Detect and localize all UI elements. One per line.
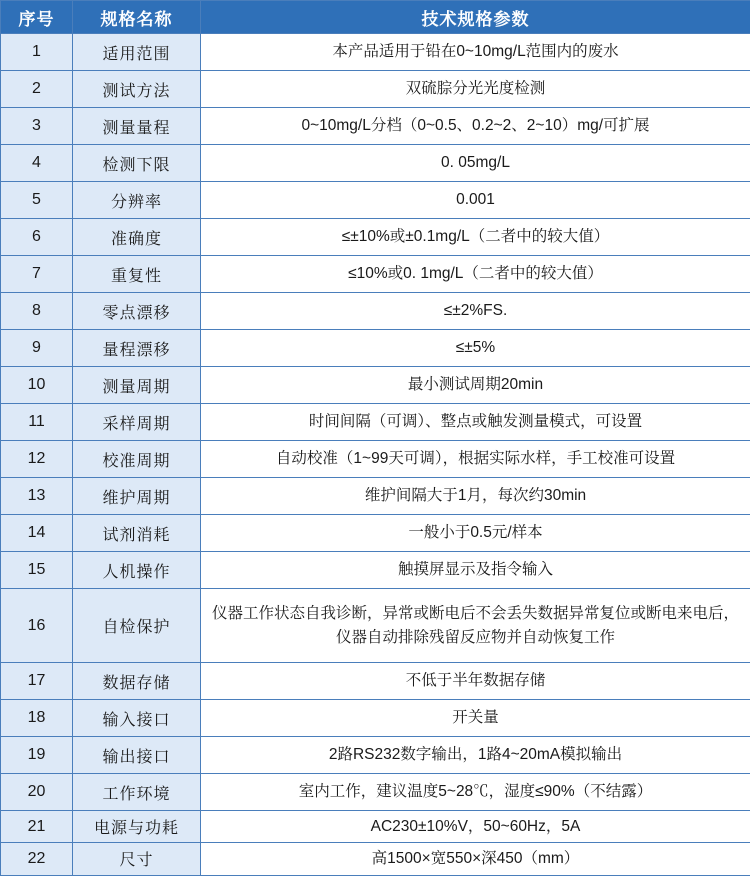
cell-spec-param: 仪器工作状态自我诊断，异常或断电后不会丢失数据异常复位或断电来电后，仪器自动排除残留反应物并自动恢复工作 xyxy=(201,589,750,663)
table-row xyxy=(1,34,750,71)
cell-row-number: 15 xyxy=(1,552,73,589)
table-row xyxy=(1,330,750,367)
cell-spec-name: 重复性 xyxy=(73,256,201,293)
cell-spec-param: 2路RS232数字输出，1路4~20mA模拟输出 xyxy=(201,737,750,774)
cell-spec-name: 人机操作 xyxy=(73,552,201,589)
table-row xyxy=(1,182,750,219)
table-row xyxy=(1,700,750,737)
cell-spec-param: 自动校准（1~99天可调），根据实际水样，手工校准可设置 xyxy=(201,441,750,478)
cell-spec-param: 不低于半年数据存储 xyxy=(201,663,750,700)
column-header-param: 技术规格参数 xyxy=(201,1,750,34)
cell-spec-param: 最小测试周期20min xyxy=(201,367,750,404)
cell-spec-param: ≤10%或0. 1mg/L（二者中的较大值） xyxy=(201,256,750,293)
cell-spec-name: 数据存储 xyxy=(73,663,201,700)
cell-row-number: 8 xyxy=(1,293,73,330)
cell-spec-param: 0~10mg/L分档（0~0.5、0.2~2、2~10）mg/可扩展 xyxy=(201,108,750,145)
cell-spec-name: 零点漂移 xyxy=(73,293,201,330)
cell-row-number: 22 xyxy=(1,843,73,875)
cell-spec-param: 本产品适用于铅在0~10mg/L范围内的废水 xyxy=(201,34,750,71)
table-row xyxy=(1,552,750,589)
cell-row-number: 11 xyxy=(1,404,73,441)
cell-spec-param: 时间间隔（可调）、整点或触发测量模式，可设置 xyxy=(201,404,750,441)
table-row xyxy=(1,256,750,293)
cell-row-number: 1 xyxy=(1,34,73,71)
cell-spec-name: 校准周期 xyxy=(73,441,201,478)
table-row xyxy=(1,737,750,774)
cell-spec-param: AC230±10%V，50~60Hz，5A xyxy=(201,811,750,843)
cell-spec-param: ≤±10%或±0.1mg/L（二者中的较大值） xyxy=(201,219,750,256)
table-row xyxy=(1,404,750,441)
cell-spec-name: 量程漂移 xyxy=(73,330,201,367)
column-header-name: 规格名称 xyxy=(73,1,201,34)
table-row xyxy=(1,811,750,843)
cell-row-number: 13 xyxy=(1,478,73,515)
cell-spec-param: 室内工作，建议温度5~28℃，湿度≤90%（不结露） xyxy=(201,774,750,811)
cell-row-number: 19 xyxy=(1,737,73,774)
cell-row-number: 12 xyxy=(1,441,73,478)
table-row xyxy=(1,843,750,875)
cell-row-number: 2 xyxy=(1,71,73,108)
table-header-row xyxy=(1,1,750,34)
cell-row-number: 10 xyxy=(1,367,73,404)
cell-spec-param: 0. 05mg/L xyxy=(201,145,750,182)
cell-spec-name: 检测下限 xyxy=(73,145,201,182)
cell-row-number: 5 xyxy=(1,182,73,219)
cell-spec-name: 准确度 xyxy=(73,219,201,256)
cell-spec-name: 测量周期 xyxy=(73,367,201,404)
cell-spec-param: 0.001 xyxy=(201,182,750,219)
cell-spec-param: 双硫腙分光光度检测 xyxy=(201,71,750,108)
cell-row-number: 3 xyxy=(1,108,73,145)
cell-row-number: 6 xyxy=(1,219,73,256)
cell-spec-name: 维护周期 xyxy=(73,478,201,515)
table-row xyxy=(1,108,750,145)
cell-row-number: 20 xyxy=(1,774,73,811)
cell-spec-param: 高1500×宽550×深450（mm） xyxy=(201,843,750,875)
table-row xyxy=(1,145,750,182)
table-row xyxy=(1,515,750,552)
table-row xyxy=(1,71,750,108)
table-row xyxy=(1,367,750,404)
column-header-no: 序号 xyxy=(1,1,73,34)
cell-spec-param: 维护间隔大于1月，每次约30min xyxy=(201,478,750,515)
cell-row-number: 9 xyxy=(1,330,73,367)
table-row xyxy=(1,478,750,515)
cell-row-number: 17 xyxy=(1,663,73,700)
cell-spec-name: 工作环境 xyxy=(73,774,201,811)
cell-spec-name: 适用范围 xyxy=(73,34,201,71)
table-row xyxy=(1,774,750,811)
cell-spec-name: 尺寸 xyxy=(73,843,201,875)
cell-row-number: 16 xyxy=(1,589,73,663)
cell-spec-name: 电源与功耗 xyxy=(73,811,201,843)
cell-spec-name: 自检保护 xyxy=(73,589,201,663)
cell-spec-param: 一般小于0.5元/样本 xyxy=(201,515,750,552)
cell-row-number: 18 xyxy=(1,700,73,737)
cell-spec-name: 测量量程 xyxy=(73,108,201,145)
cell-row-number: 21 xyxy=(1,811,73,843)
table-body xyxy=(1,34,750,876)
cell-spec-name: 分辨率 xyxy=(73,182,201,219)
table-row xyxy=(1,589,750,663)
cell-spec-param: ≤±2%FS. xyxy=(201,293,750,330)
cell-spec-name: 试剂消耗 xyxy=(73,515,201,552)
table-row xyxy=(1,293,750,330)
cell-row-number: 4 xyxy=(1,145,73,182)
cell-spec-param: ≤±5% xyxy=(201,330,750,367)
cell-spec-name: 测试方法 xyxy=(73,71,201,108)
table-header xyxy=(1,1,750,34)
table-row xyxy=(1,663,750,700)
table-row xyxy=(1,219,750,256)
cell-spec-param: 触摸屏显示及指令输入 xyxy=(201,552,750,589)
table-row xyxy=(1,441,750,478)
cell-row-number: 7 xyxy=(1,256,73,293)
cell-row-number: 14 xyxy=(1,515,73,552)
cell-spec-name: 采样周期 xyxy=(73,404,201,441)
cell-spec-name: 输出接口 xyxy=(73,737,201,774)
cell-spec-name: 输入接口 xyxy=(73,700,201,737)
cell-spec-param: 开关量 xyxy=(201,700,750,737)
